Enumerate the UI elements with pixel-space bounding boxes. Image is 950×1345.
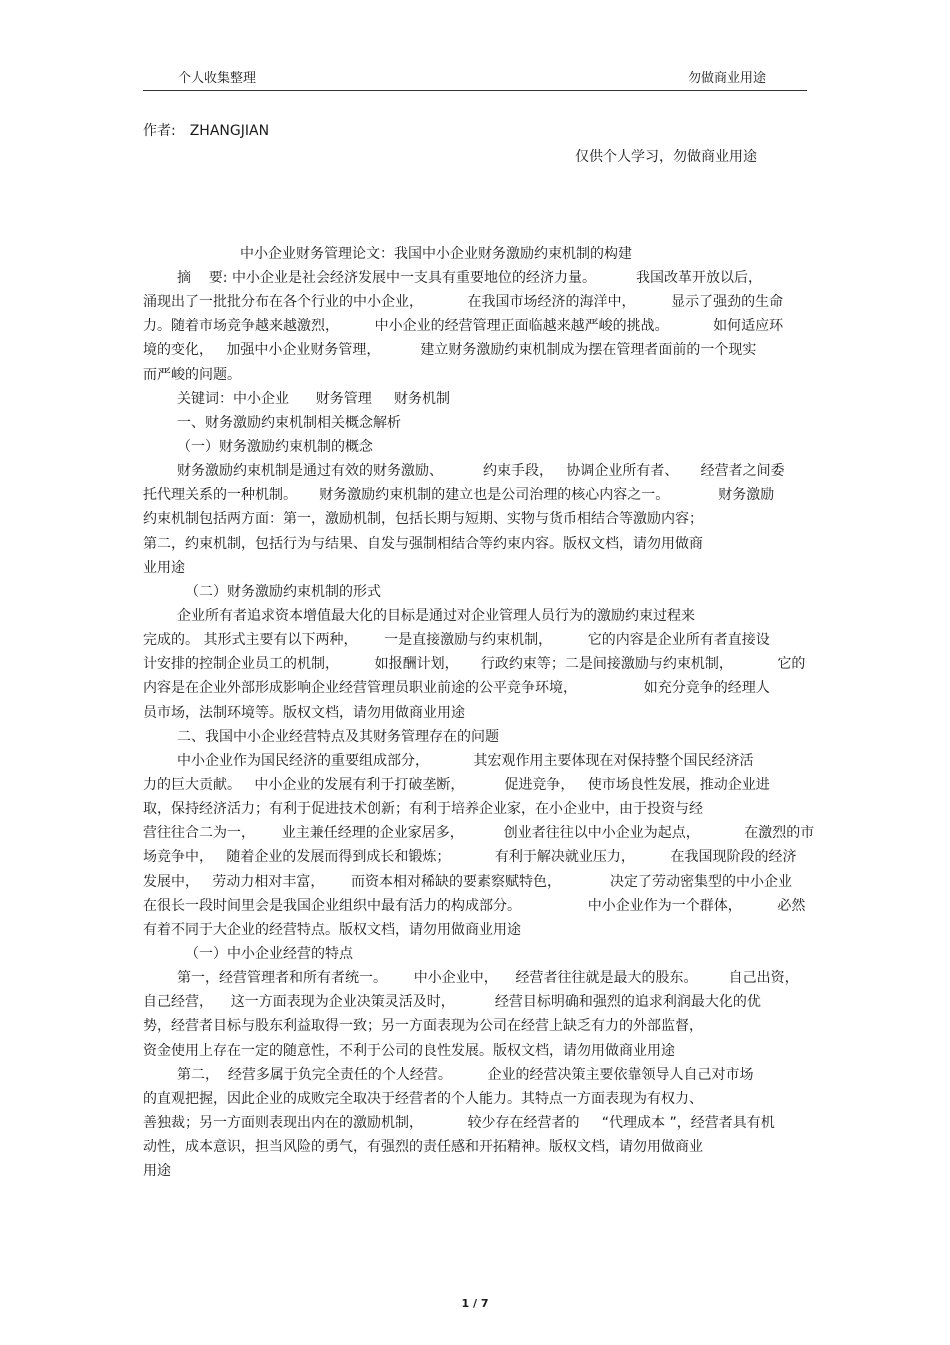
document-title: 中小企业财务管理论文：我国中小企业财务激励约束机制的构建 <box>240 246 632 262</box>
text-line: 取，保持经济活力；有利于促进技术创新；有利于培养企业家，在小企业中，由于投资与经 <box>143 801 703 818</box>
text-line: 力。随着市场竞争越来越激烈， 中小企业的经营管理正面临越来越严峻的挑战。 如何适应环 <box>143 318 784 335</box>
text-line: 中小企业作为国民经济的重要组成部分， 其宏观作用主要体现在对保持整个国民经济活 <box>177 752 754 769</box>
author-line <box>143 120 269 140</box>
text-line: 业用途 <box>143 559 185 576</box>
text-line: 关键词：中小企业 财务管理 财务机制 <box>177 390 450 407</box>
text-line: 第一，经营管理者和所有者统一。 中小企业中， 经营者往往就是最大的股东。 自己出资， <box>177 970 799 987</box>
text-line: 托代理关系的一种机制。 财务激励约束机制的建立也是公司治理的核心内容之一。 财务激励 <box>143 487 775 504</box>
usage-note: 仅供个人学习，勿做商业用途 <box>575 149 757 165</box>
header-divider <box>143 90 807 91</box>
text-line: 的直观把握，因此企业的成败完全取决于经营者的个人能力。其特点一方面表现为有权力、 <box>143 1090 703 1107</box>
text-line: 完成的。 其形式主要有以下两种， 一是直接激励与约束机制， 它的内容是企业所有者直接设 <box>143 632 770 649</box>
page-number: 1 / 7 <box>461 1297 489 1310</box>
text-line: 在很长一段时间里会是我国企业组织中最有活力的构成部分。 中小企业作为一个群体， 必然 <box>143 897 806 914</box>
text-line: 境的变化， 加强中小企业财务管理， 建立财务激励约束机制成为摆在管理者面前的一个现实 <box>143 342 757 359</box>
text-line: 用途 <box>143 1163 171 1180</box>
text-line: 而严峻的问题。 <box>143 366 241 383</box>
header-right: 勿做商业用途 <box>688 71 767 86</box>
text-line: 第二， 经营多属于负完全责任的个人经营。 企业的经营决策主要依靠领导人自己对市场 <box>177 1066 754 1083</box>
text-line: 涌现出了一批批分布在各个行业的中小企业， 在我国市场经济的海洋中， 显示了强劲的生命 <box>143 294 784 311</box>
text-line: （一）财务激励约束机制的概念 <box>177 438 373 455</box>
text-line: 场竞争中， 随着企业的发展而得到成长和锻炼； 有利于解决就业压力， 在我国现阶段的经济 <box>143 849 797 866</box>
text-line: 一、财务激励约束机制相关概念解析 <box>177 414 401 431</box>
text-line: 自己经营， 这一方面表现为企业决策灵活及时， 经营目标明确和强烈的追求利润最大化的优 <box>143 994 761 1011</box>
text-line: 约束机制包括两方面：第一，激励机制，包括长期与短期、实物与货币相结合等激励内容； <box>143 511 703 528</box>
text-line: 二、我国中小企业经营特点及其财务管理存在的问题 <box>177 728 499 745</box>
text-line: （一）中小企业经营的特点 <box>185 945 353 962</box>
text-line: （二）财务激励约束机制的形式 <box>185 583 381 600</box>
header-left: 个人收集整理 <box>178 71 257 86</box>
text-line: 财务激励约束机制是通过有效的财务激励、 约束手段， 协调企业所有者、 经营者之间委 <box>177 463 785 480</box>
text-line: 营往往合二为一， 业主兼任经理的企业家居多， 创业者往往以中小企业为起点， 在激烈的市 <box>143 825 815 842</box>
text-line: 善独裁；另一方面则表现出内在的激励机制， 较少存在经营者的 “代理成本 ”，经营者具有机 <box>143 1114 775 1131</box>
text-line: 企业所有者追求资本增值最大化的目标是通过对企业管理人员行为的激励约束过程来 <box>177 607 695 624</box>
author-label: 作者: <box>143 123 176 139</box>
text-line: 势，经营者目标与股东利益取得一致；另一方面表现为公司在经营上缺乏有力的外部监督， <box>143 1018 703 1035</box>
text-line: 第二，约束机制，包括行为与结果、自发与强制相结合等约束内容。版权文档，请勿用做商 <box>143 535 703 552</box>
text-line: 摘 要: 中小企业是社会经济发展中一支具有重要地位的经济力量。 我国改革开放以后， <box>177 270 763 286</box>
text-line: 发展中， 劳动力相对丰富， 而资本相对稀缺的要素察赋特色， 决定了劳动密集型的中小企业 <box>143 873 793 890</box>
text-line: 内容是在企业外部形成影响企业经营管理员职业前途的公平竞争环境， 如充分竞争的经理人 <box>143 680 770 697</box>
document-body <box>143 266 815 1183</box>
text-line: 员市场，法制环境等。版权文档，请勿用做商业用途 <box>143 704 465 721</box>
text-line: 力的巨大贡献。 中小企业的发展有利于打破垄断， 促进竞争， 使市场良性发展，推动企业进 <box>143 776 770 793</box>
text-line: 有着不同于大企业的经营特点。版权文档，请勿用做商业用途 <box>143 921 521 938</box>
author-name: ZHANGJIAN <box>189 123 270 139</box>
text-line: 资金使用上存在一定的随意性，不利于公司的良性发展。版权文档，请勿用做商业用途 <box>143 1042 675 1059</box>
text-line: 计安排的控制企业员工的机制， 如报酬计划， 行政约束等；二是间接激励与约束机制， 它的 <box>143 656 806 673</box>
text-line: 动性，成本意识，担当风险的勇气，有强烈的责任感和开拓精神。版权文档，请勿用做商业 <box>143 1139 703 1156</box>
